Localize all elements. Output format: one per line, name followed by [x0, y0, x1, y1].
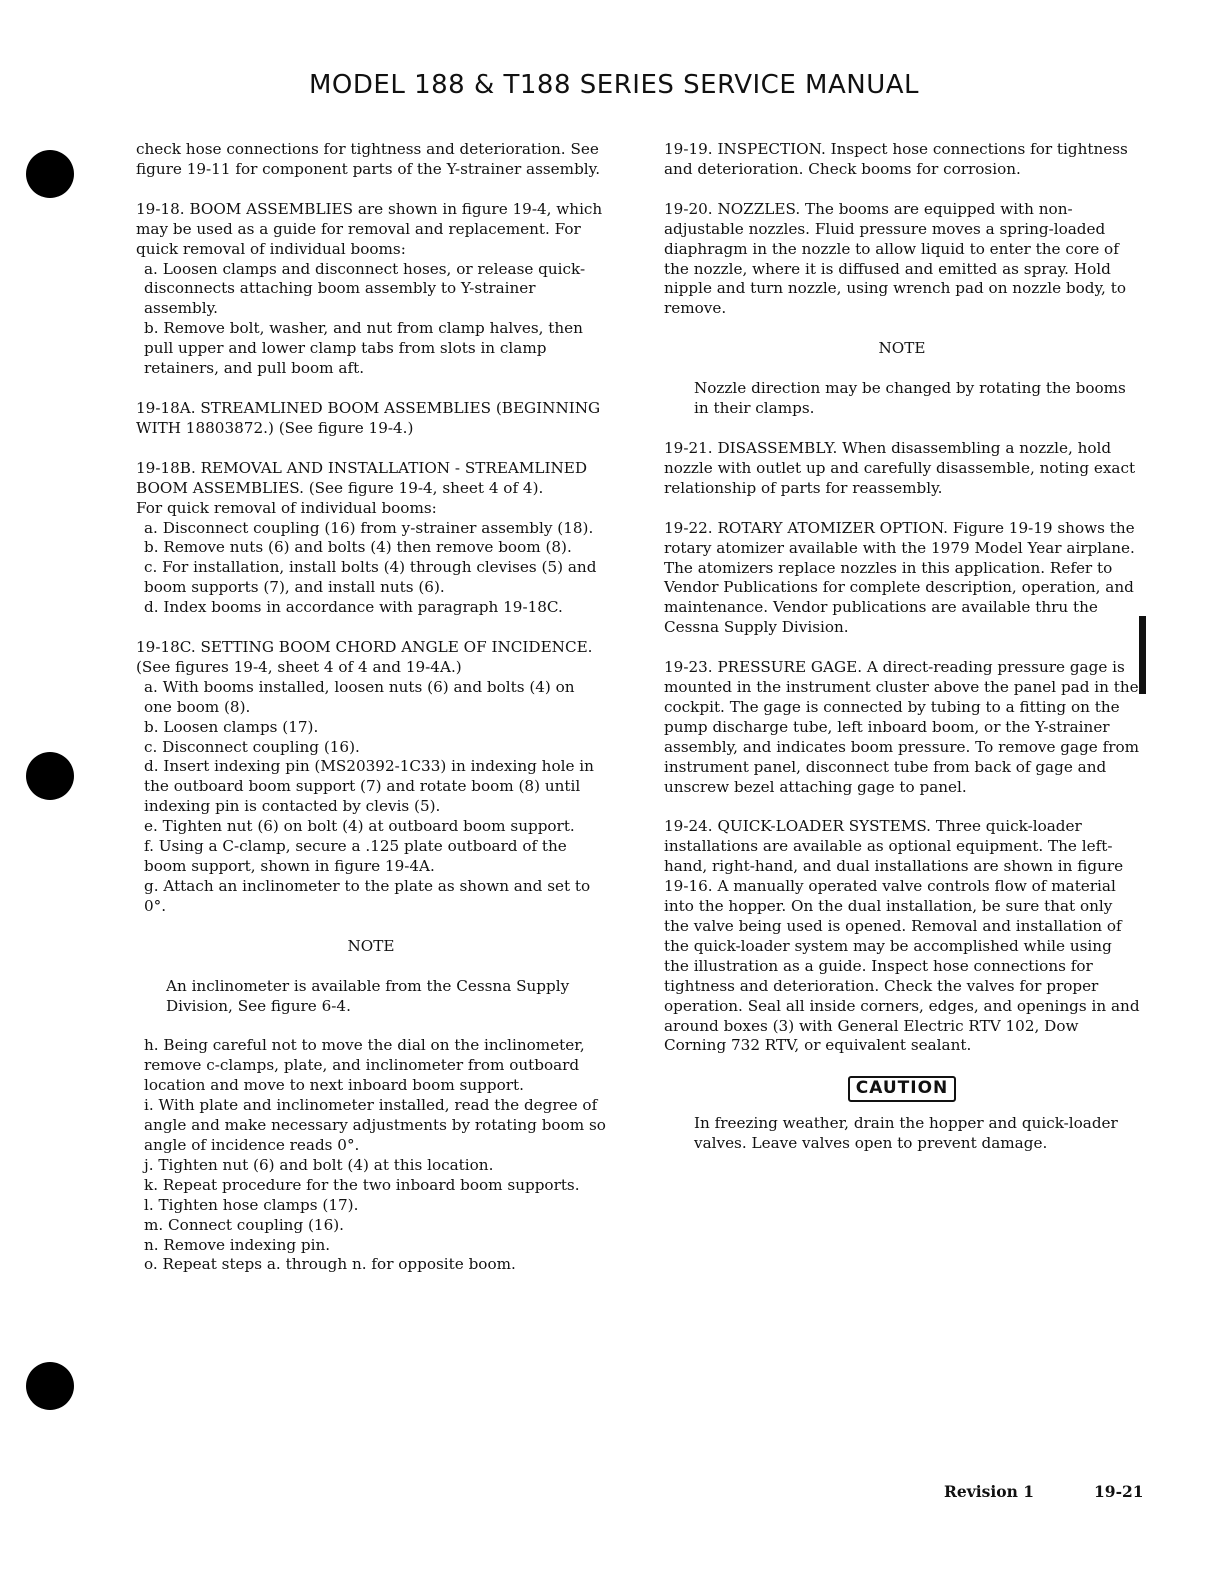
section-19-22: 19-22. ROTARY ATOMIZER OPTION. Figure 19-19 shows the rotary atomizer available with the 1979 Model Year airplane. The atomizers replace nozzles in this application. Refer to Vendor Publications for complete description, operation, and maintenance. Vendor publications are available thru the Cessna Supply Division.	[664, 518, 1135, 637]
step: k. Repeat procedure for the two inboard boom supports.	[144, 1175, 580, 1194]
step: b. Loosen clamps (17).	[144, 717, 319, 736]
page-title: MODEL 188 & T188 SERIES SERVICE MANUAL	[308, 70, 919, 100]
step: e. Tighten nut (6) on bolt (4) at outboard boom support.	[144, 817, 575, 836]
section-19-18a: 19-18A. STREAMLINED BOOM ASSEMBLIES (BEGINNING WITH 18803872.) (See figure 19-4.)	[136, 398, 601, 437]
note-heading: NOTE	[878, 339, 926, 358]
caution-heading-wrap	[664, 1076, 1140, 1102]
left-column	[136, 140, 606, 1275]
step: m. Connect coupling (16).	[144, 1215, 345, 1234]
binder-hole-bottom	[26, 1362, 74, 1410]
binder-hole-top	[26, 150, 74, 198]
step: a. Disconnect coupling (16) from y-strainer assembly (18).	[144, 518, 594, 537]
step: j. Tighten nut (6) and bolt (4) at this location.	[144, 1155, 494, 1174]
step: o. Repeat steps a. through n. for opposite boom.	[144, 1255, 516, 1274]
section-19-19: 19-19. INSPECTION. Inspect hose connections for tightness and deterioration. Check booms for corrosion.	[664, 140, 1128, 178]
caution-text: In freezing weather, drain the hopper and quick-loader valves. Leave valves open to prevent damage.	[694, 1114, 1118, 1153]
step: i. With plate and inclinometer installed, read the degree of angle and make necessary adjustments by rotating boom so angle of incidence reads 0°.	[144, 1096, 606, 1154]
revision-change-bar	[1139, 616, 1146, 694]
step: c. Disconnect coupling (16).	[144, 737, 360, 756]
page-number: 19-21	[1094, 1482, 1144, 1501]
section-19-24: 19-24. QUICK-LOADER SYSTEMS. Three quick-loader installations are available as optional equipment. The left-hand, right-hand, and dual installations are shown in figure 19-16. A manually operated valve controls flow of material into the hopper. On the dual installation, be sure that only the valve being used is opened. Removal and installation of the quick-loader system may be accomplished while using the illustration as a guide. Inspect hose connections for tightness and deterioration. Check the valves for proper operation. Seal all inside corners, edges, and openings in and around boxes (3) with General Electric RTV 102, Dow Corning 732 RTV, or equivalent sealant.	[664, 817, 1140, 1055]
step: f. Using a C-clamp, secure a .125 plate outboard of the boom support, shown in figure 19-4A.	[144, 837, 567, 875]
step: a. With booms installed, loosen nuts (6) and bolts (4) on one boom (8).	[144, 677, 575, 716]
note-text: An inclinometer is available from the Cessna Supply Division, See figure 6-4.	[166, 976, 570, 1015]
paragraph: For quick removal of individual booms:	[136, 498, 437, 517]
step: b. Remove bolt, washer, and nut from clamp halves, then pull upper and lower clamp tabs from slots in clamp retainers, and pull boom aft.	[144, 319, 583, 378]
step: a. Loosen clamps and disconnect hoses, or release quick-disconnects attaching boom assembly to Y-strainer assembly.	[144, 259, 586, 318]
step: l. Tighten hose clamps (17).	[144, 1195, 359, 1214]
right-column	[664, 140, 1140, 1154]
step: d. Insert indexing pin (MS20392-1C33) in indexing hole in the outboard boom support (7) and rotate boom (8) until indexing pin is contacted by clevis (5).	[144, 757, 594, 816]
step: n. Remove indexing pin.	[144, 1235, 331, 1254]
note-text: Nozzle direction may be changed by rotating the booms in their clamps.	[694, 379, 1126, 418]
section-19-18b: 19-18B. REMOVAL AND INSTALLATION - STREAMLINED BOOM ASSEMBLIES. (See figure 19-4, sheet 4 of 4).	[136, 458, 588, 497]
binder-hole-middle	[26, 752, 74, 800]
section-19-23: 19-23. PRESSURE GAGE. A direct-reading pressure gage is mounted in the instrument cluster above the panel pad in the cockpit. The gage is connected by tubing to a fitting on the pump discharge tube, left inboard boom, or the Y-strainer assembly, and indicates boom pressure. To remove gage from instrument panel, disconnect tube from back of gage and unscrew bezel attaching gage to panel.	[664, 658, 1140, 796]
revision-label: Revision 1	[944, 1482, 1035, 1501]
section-19-21: 19-21. DISASSEMBLY. When disassembling a nozzle, hold nozzle with outlet up and carefully disassemble, noting exact relationship of parts for reassembly.	[664, 438, 1136, 497]
step: d. Index booms in accordance with paragraph 19-18C.	[144, 598, 563, 617]
caution-label: CAUTION	[848, 1076, 957, 1102]
note-heading: NOTE	[347, 936, 395, 955]
section-19-20: 19-20. NOZZLES. The booms are equipped with non-adjustable nozzles. Fluid pressure moves a spring-loaded diaphragm in the nozzle to allow liquid to enter the core of the nozzle, where it is diffused and emitted as spray. Hold nipple and turn nozzle, using wrench pad on nozzle body, to remove.	[664, 199, 1126, 318]
section-19-18: 19-18. BOOM ASSEMBLIES are shown in figure 19-4, which may be used as a guide for removal and replacement. For quick removal of individual booms:	[136, 199, 603, 258]
step: h. Being careful not to move the dial on the inclinometer, remove c-clamps, plate, and inclinometer from outboard location and move to next inboard boom support.	[144, 1036, 585, 1095]
step: g. Attach an inclinometer to the plate as shown and set to 0°.	[144, 876, 591, 915]
step: b. Remove nuts (6) and bolts (4) then remove boom (8).	[144, 538, 572, 557]
section-19-18c: 19-18C. SETTING BOOM CHORD ANGLE OF INCIDENCE. (See figures 19-4, sheet 4 of 4 and 19-4A.)	[136, 638, 593, 676]
paragraph: check hose connections for tightness and deterioration. See figure 19-11 for component parts of the Y-strainer assembly.	[136, 140, 601, 178]
step: c. For installation, install bolts (4) through clevises (5) and boom supports (7), and install nuts (6).	[144, 558, 597, 597]
